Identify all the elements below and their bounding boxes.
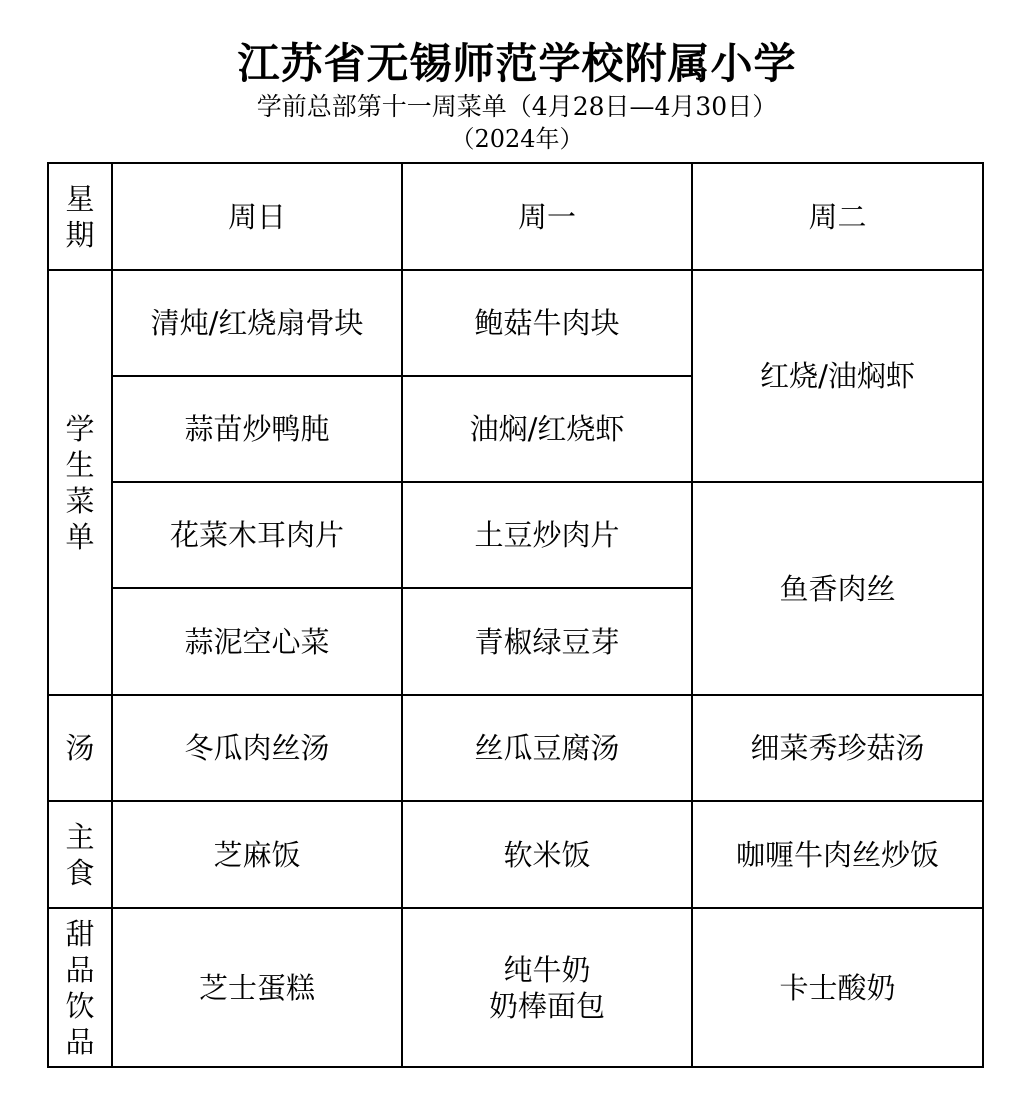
menu-cell: 咖喱牛肉丝炒饭 [692,801,983,908]
menu-cell: 鱼香肉丝 [692,482,983,695]
student-menu-label: 学 生 菜 单 [48,270,112,695]
menu-cell: 芝士蛋糕 [112,908,402,1067]
menu-cell: 软米饭 [402,801,692,908]
staple-row [48,801,983,908]
menu-cell: 青椒绿豆芽 [402,588,692,695]
menu-year: （2024年） [450,125,584,153]
table-row [48,482,983,588]
menu-cell: 蒜泥空心菜 [112,588,402,695]
soup-row [48,695,983,801]
menu-table [47,162,984,1068]
day-sunday: 周日 [112,163,402,270]
menu-cell: 芝麻饭 [112,801,402,908]
menu-cell: 卡士酸奶 [692,908,983,1067]
weekday-label: 星 期 [48,163,112,270]
menu-cell: 花菜木耳肉片 [112,482,402,588]
menu-cell: 鲍菇牛肉块 [402,270,692,376]
soup-label: 汤 [48,695,112,801]
menu-cell: 丝瓜豆腐汤 [402,695,692,801]
menu-cell: 红烧/油焖虾 [692,270,983,482]
dessert-label: 甜 品 饮 品 [48,908,112,1067]
menu-cell: 土豆炒肉片 [402,482,692,588]
menu-cell: 清炖/红烧扇骨块 [112,270,402,376]
menu-cell: 冬瓜肉丝汤 [112,695,402,801]
page-title: 江苏省无锡师范学校附属小学 [237,39,797,88]
menu-cell: 纯牛奶 奶棒面包 [402,908,692,1067]
menu-subtitle: 学前总部第十一周菜单（4月28日—4月30日） [256,92,778,121]
dessert-row [48,908,983,1067]
day-tuesday: 周二 [692,163,983,270]
menu-cell: 油焖/红烧虾 [402,376,692,482]
menu-cell: 蒜苗炒鸭肫 [112,376,402,482]
menu-cell: 细菜秀珍菇汤 [692,695,983,801]
table-header-row [48,163,983,270]
staple-label: 主 食 [48,801,112,908]
table-row [48,270,983,376]
day-monday: 周一 [402,163,692,270]
